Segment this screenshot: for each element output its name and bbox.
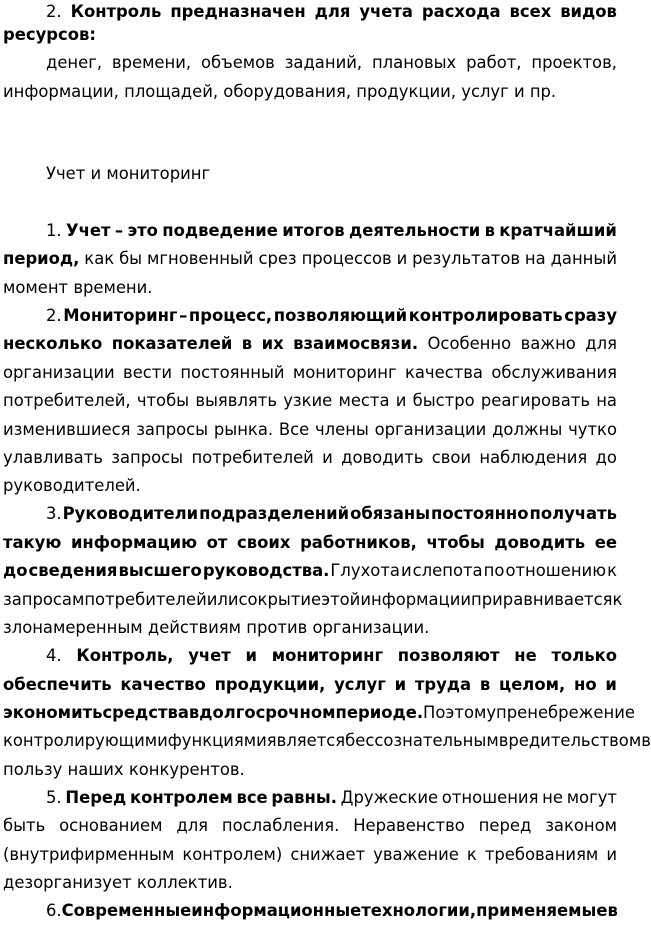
text-line xyxy=(46,896,617,926)
bold-word: Учет xyxy=(66,221,111,240)
word: Учет и мониторинг xyxy=(46,164,211,183)
word: рынка. xyxy=(213,420,274,439)
word: по xyxy=(483,561,505,580)
text-line xyxy=(3,329,617,359)
text-line xyxy=(3,726,651,756)
word: должны xyxy=(492,420,563,439)
word: чутко xyxy=(568,420,617,439)
bold-word: подведение xyxy=(162,221,278,240)
bold-word: все xyxy=(236,788,268,807)
bold-word: несколько xyxy=(3,334,103,353)
word: чтобы xyxy=(136,391,190,410)
word: и xyxy=(396,249,408,268)
bold-word: Контроль, xyxy=(76,646,174,665)
word: узкие xyxy=(283,391,333,410)
word: к xyxy=(607,561,617,580)
word: пользу наших конкурентов. xyxy=(3,760,245,779)
word: до xyxy=(595,448,617,467)
bold-word: средства xyxy=(102,703,189,722)
bold-word: не xyxy=(514,646,537,665)
word: организации xyxy=(374,420,487,439)
word: быстро xyxy=(412,391,475,410)
bold-word: периоде. xyxy=(335,703,424,722)
text-line xyxy=(3,840,617,870)
word: контролем) xyxy=(182,845,283,864)
word: Особенно xyxy=(427,334,512,353)
bold-word: доводить xyxy=(494,533,586,552)
bold-word: от xyxy=(206,533,228,552)
text-line xyxy=(3,20,617,50)
bold-word: труда xyxy=(414,675,472,694)
word: наблюдения xyxy=(479,448,588,467)
bold-word: подразделений xyxy=(199,504,350,523)
word: как xyxy=(84,249,115,268)
word: (внутрифирменным xyxy=(3,845,175,864)
bold-word: до xyxy=(3,561,28,580)
bold-word: целом, xyxy=(499,675,566,694)
bold-word: Мониторинг xyxy=(63,306,178,325)
bold-word: и xyxy=(245,646,257,665)
word: приравнивается xyxy=(471,590,613,609)
bold-word: руководства. xyxy=(202,561,330,580)
bold-word: сразу xyxy=(564,306,617,325)
text-line xyxy=(46,301,617,331)
bold-word: взаимосвязи. xyxy=(293,334,419,353)
word: злонамеренным действиям против организации. xyxy=(3,618,430,637)
bold-word: итогов xyxy=(282,221,345,240)
word: 3. xyxy=(46,504,62,523)
word: места xyxy=(338,391,390,410)
bold-word: предназначен xyxy=(170,2,306,21)
text-line xyxy=(3,585,623,615)
word: и xyxy=(400,561,412,580)
word: дезорганизует коллектив. xyxy=(3,873,233,892)
bold-word: качество xyxy=(120,675,206,694)
bold-word: но xyxy=(574,675,597,694)
word: требованиям xyxy=(484,845,599,864)
bold-word: это xyxy=(127,221,158,240)
bold-word: для xyxy=(314,2,351,21)
bold-word: ее xyxy=(594,533,617,552)
word: мониторинг xyxy=(292,363,397,382)
word: времени, xyxy=(111,53,192,72)
word: запросы xyxy=(111,448,184,467)
bold-word: и xyxy=(605,675,617,694)
text-line xyxy=(3,415,617,445)
word: является xyxy=(266,731,346,750)
text-line xyxy=(46,641,617,671)
word: 5. xyxy=(46,788,62,807)
word: на xyxy=(596,391,617,410)
bold-word: в xyxy=(241,334,253,353)
bold-word: в xyxy=(484,221,495,240)
word: потребителей, xyxy=(3,391,131,410)
bold-word: Руководители xyxy=(62,504,199,523)
word: изменившиеся xyxy=(3,420,131,439)
bold-word: – xyxy=(179,306,188,325)
text-line xyxy=(3,386,617,416)
word: сокрытие xyxy=(238,590,322,609)
bold-word: и xyxy=(394,675,407,694)
bold-word: равны. xyxy=(271,788,337,807)
word: улавливать xyxy=(3,448,103,467)
bold-word: расхода xyxy=(421,2,501,21)
word: обслуживания xyxy=(491,363,617,382)
bold-word: информацию xyxy=(70,533,198,552)
bold-word: контролем xyxy=(130,788,233,807)
word: снижает xyxy=(290,845,366,864)
word: момент времени. xyxy=(3,278,153,297)
text-line xyxy=(3,613,617,643)
bold-word: обеспечить xyxy=(3,675,112,694)
text-line xyxy=(3,528,617,558)
bold-word: продукции, xyxy=(214,675,326,694)
word: пренебрежение xyxy=(496,703,635,722)
bold-word: работников, xyxy=(300,533,417,552)
word: потребителей xyxy=(84,590,207,609)
text-line xyxy=(3,244,617,274)
bold-word: долгосрочном xyxy=(199,703,336,722)
word: результатов xyxy=(412,249,521,268)
word: вредительством xyxy=(498,731,642,750)
word: основанием xyxy=(59,816,163,835)
word: слепота xyxy=(412,561,483,580)
text-line xyxy=(3,556,617,586)
word: важно xyxy=(520,334,576,353)
bold-word: в xyxy=(607,901,618,920)
text-line xyxy=(46,499,617,529)
bold-word: Современные xyxy=(61,901,192,920)
word: уважение xyxy=(373,845,459,864)
word: процессов xyxy=(301,249,392,268)
bold-word: такую xyxy=(3,533,62,552)
word: послабления. xyxy=(221,816,340,835)
bold-word: показателей xyxy=(111,334,233,353)
word: Глухота xyxy=(330,561,400,580)
bold-word: позволяющий xyxy=(273,306,408,325)
bold-word: экономить xyxy=(3,703,103,722)
word: могут xyxy=(566,788,617,807)
word: информации, площадей, оборудования, продукции, услуг и пр. xyxy=(3,82,557,101)
word: отношения xyxy=(441,788,539,807)
word: вести xyxy=(123,363,172,382)
word: и xyxy=(395,391,407,410)
word: постоянный xyxy=(180,363,285,382)
bold-word: ресурсов: xyxy=(3,25,96,44)
word: 1. xyxy=(46,221,62,240)
word: и xyxy=(606,845,617,864)
text-line xyxy=(46,159,617,189)
word: быть xyxy=(3,816,46,835)
word: и xyxy=(322,448,333,467)
word: качества xyxy=(404,363,483,382)
bold-word: услуг xyxy=(334,675,386,694)
word: работ, xyxy=(466,53,522,72)
word: перед xyxy=(478,816,532,835)
text-line xyxy=(3,868,617,898)
word: или xyxy=(206,590,239,609)
word: запросы xyxy=(136,420,209,439)
text-line xyxy=(3,811,617,841)
word: плановых xyxy=(371,53,457,72)
bold-word: контролировать xyxy=(408,306,563,325)
bold-word: сведения xyxy=(28,561,118,580)
word: законом xyxy=(545,816,617,835)
bold-word: чтобы xyxy=(426,533,485,552)
word: 6. xyxy=(46,901,62,920)
word: проектов, xyxy=(531,53,617,72)
bold-word: позволяют xyxy=(397,646,500,665)
bold-word: постоянно xyxy=(431,504,529,523)
word: денег, xyxy=(46,53,103,72)
word: 2. xyxy=(46,306,62,325)
word: организации xyxy=(3,363,115,382)
text-line xyxy=(3,698,635,728)
bold-word: своих xyxy=(237,533,291,552)
word: мгновенный xyxy=(147,249,254,268)
bold-word: технологии, xyxy=(361,901,477,920)
bold-word: всех xyxy=(509,2,552,21)
bold-word: учет xyxy=(188,646,231,665)
word: к xyxy=(466,845,477,864)
word: 2. xyxy=(46,2,62,21)
bold-word: видов xyxy=(560,2,617,21)
bold-word: Перед xyxy=(65,788,127,807)
bold-word: процесс, xyxy=(188,306,273,325)
word: в xyxy=(641,731,651,750)
word: для xyxy=(176,816,209,835)
word: объемов xyxy=(200,53,275,72)
text-line xyxy=(46,48,617,78)
text-line xyxy=(3,755,617,785)
bold-word: их xyxy=(261,334,284,353)
word: заданий, xyxy=(284,53,363,72)
word: бессознательным xyxy=(345,731,499,750)
bold-word: получать xyxy=(529,504,617,523)
text-line xyxy=(3,273,617,303)
bold-word: только xyxy=(551,646,617,665)
word: данный xyxy=(550,249,617,268)
bold-word: кратчайший xyxy=(499,221,617,240)
text-line xyxy=(3,358,617,388)
bold-word: информационные xyxy=(191,901,362,920)
word: руководителей. xyxy=(3,476,141,495)
word: 4. xyxy=(46,646,62,665)
bold-word: период, xyxy=(3,249,80,268)
text-line xyxy=(3,77,617,107)
word: Все xyxy=(278,420,310,439)
word: на xyxy=(524,249,546,268)
word: контролирующими xyxy=(3,731,168,750)
word: информации xyxy=(360,590,472,609)
word: доводить xyxy=(341,448,424,467)
bold-word: деятельности xyxy=(349,221,481,240)
bold-word: обязаны xyxy=(350,504,431,523)
word: отношению xyxy=(505,561,607,580)
bold-word: применяемые xyxy=(476,901,608,920)
word: выявлять xyxy=(195,391,277,410)
word: потребителей xyxy=(191,448,314,467)
bold-word: учета xyxy=(359,2,413,21)
word: Дружеские xyxy=(340,788,439,807)
bold-word: Контроль xyxy=(70,2,162,21)
word: этой xyxy=(321,590,361,609)
word: к xyxy=(612,590,623,609)
word: реагировать xyxy=(480,391,590,410)
bold-word: мониторинг xyxy=(271,646,384,665)
word: для xyxy=(585,334,617,353)
text-line xyxy=(46,216,617,246)
word: функциями xyxy=(167,731,267,750)
word: члены xyxy=(314,420,369,439)
bold-word: высшего xyxy=(118,561,202,580)
word: Поэтому xyxy=(423,703,497,722)
bold-word: в xyxy=(479,675,491,694)
text-line xyxy=(3,471,617,501)
word: срез xyxy=(258,249,297,268)
bold-word: – xyxy=(114,221,124,240)
word: свои xyxy=(431,448,472,467)
word: Неравенство xyxy=(353,816,465,835)
text-line xyxy=(3,670,617,700)
text-line xyxy=(3,443,617,473)
word: запросам xyxy=(3,590,85,609)
bold-word: в xyxy=(188,703,200,722)
word: не xyxy=(542,788,563,807)
word: бы xyxy=(119,249,143,268)
text-line xyxy=(46,783,617,813)
